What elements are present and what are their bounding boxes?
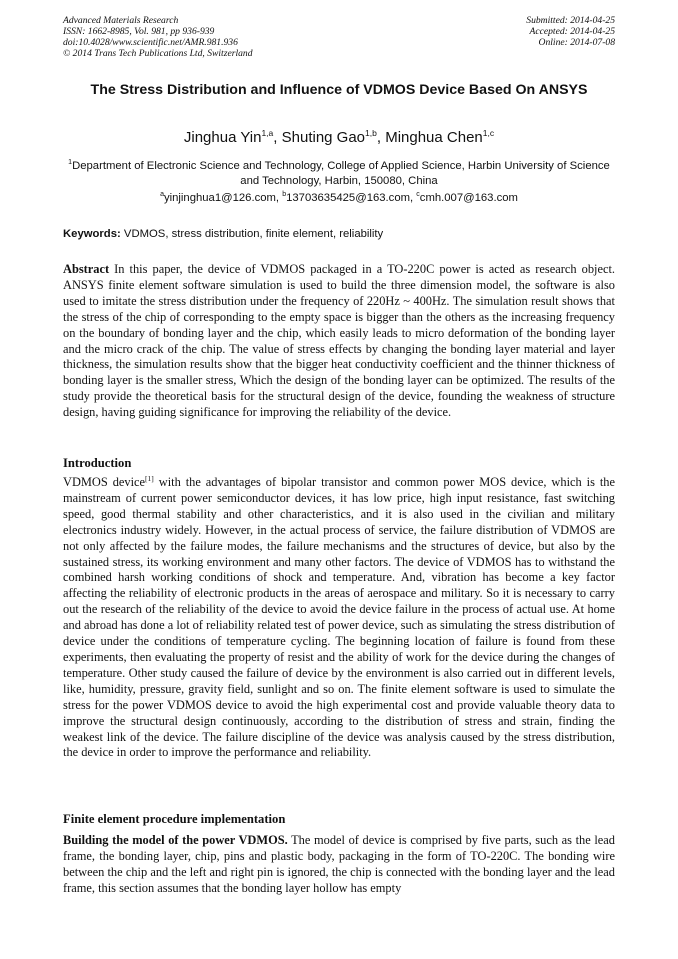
paper-title: The Stress Distribution and Influence of VDMOS Device Based On ANSYS	[90, 82, 588, 98]
model-text: The model of device is comprised by five parts, such as the lead frame, the bonding layer, chip, pins and plastic body, packaging in the form of TO-220C. The bonding wire between the chip and the left and right pin is ignored, the chip is connected with the bonding layer and the lead frame, this section assumes that the bonding layer hollow has empty	[63, 833, 615, 895]
finite-element-heading: Finite element procedure implementation	[63, 812, 286, 826]
email-sup: b	[282, 191, 287, 198]
author-affil-sup: 1,c	[482, 128, 495, 138]
author-name: Jinghua Yin	[183, 129, 262, 146]
email-link[interactable]: yinjinghua1@126.com,	[163, 192, 280, 204]
email-sup: c	[416, 191, 420, 198]
email-link[interactable]: cmh.007@163.com	[419, 192, 518, 204]
author-name: Shuting Gao	[281, 129, 366, 146]
doi-line: doi:10.4028/www.scientific.net/AMR.981.936	[63, 37, 238, 48]
abstract	[63, 262, 615, 421]
model-building-paragraph	[63, 833, 615, 897]
accepted-date: Accepted: 2014-04-25	[529, 26, 615, 37]
journal-header	[63, 15, 253, 59]
intro-lead: VDMOS device	[63, 475, 146, 489]
introduction-body	[63, 475, 615, 761]
model-subheading: Building the model of the power VDMOS.	[63, 833, 288, 847]
affiliation-text: Department of Electronic Science and Technology, College of Applied Science, Harbin University of Science and Technology, Harbin, 150080, China	[72, 160, 610, 187]
author-name: Minghua Chen	[385, 129, 483, 146]
email-link[interactable]: 13703635425@163.com,	[286, 192, 414, 204]
intro-text: with the advantages of bipolar transistor and common power MOS device, which is the mainstream of current power semiconductor devices, it has low price, high input resistance, fast switching speed, good thermal stability and other characteristics, and it is also used in the civilian and military electronics industry widely. However, in the actual process of service, the failure distribution of VDMOS are not only affected by the failure modes, the failure mechanisms and the structures of device, but also by the sustained stress, its working environment and many other factors. The device of VDMOS has to withstand the combined harsh working conditions of shock and temperature. And, vibration has become a key factor affecting the reliability of electronic products in the areas of aerospace and military. So it is necessary to carry out the research of the reliability of the device to avoid the device failure in the process of actual use. At home and abroad has done a lot of reliability related test of power device, such as simulating the stress distribution of device under the conditions of temperature cycling. The beginning location of failure is found from these experiments, then evaluating the property of resist and the ability of work for the device during the changes of temperature. Other study caused the failure of device by the environment is also carried out in different levels, like, humidity, pressure, gravity field, sunlight and so on. The finite element software is used to simulate the stress for the power VDMOS device to avoid the high experimental cost and provide valuable theory data to improve the structural design continuously, according to the distribution of stress and strain, finding the weakest link of the device. The failure discipline of the device was analysis caused by the stress distribution, the device in order to improve the performance and reliability.	[63, 475, 616, 760]
affiliation-sup: 1	[68, 159, 73, 166]
dates-header	[526, 15, 615, 48]
email-list	[0, 191, 678, 204]
keywords	[63, 228, 615, 240]
submitted-date: Submitted: 2014-04-25	[526, 15, 615, 26]
abstract-text: In this paper, the device of VDMOS packaged in a TO-220C power is acted as research object. ANSYS finite element software simulation is used to build the three dimension model, the software is also used to imitate the stress distribution under the frequency of 220Hz ~ 400Hz. The simulation result shows that the stress of the chip of corresponding to the empty space is bigger than the others as the increasing frequency on the boundary of bonding layer and the chip, which easily leads to micro deformation of the bonding layer and the micro crack of the chip. The value of stress effects by changing the bonding layer material and layer thickness, the simulation results show that the bigger heat conductivity coefficient and the thinner thickness of bonding layer is the smaller stress, Which the design of the bonding layer can be optimized. The results of the study provide the theoretical basis for the structural design of the device, founding the weakness of structure design, having guiding significance for improving the reliability of the device.	[63, 262, 615, 420]
author-list: Jinghua Yin$^{1,a}$, Shuting Gao$^{1,b}$, Minghua Chen$^{1,c}$	[183, 128, 495, 146]
citation-ref[interactable]: [1]	[145, 474, 154, 483]
introduction-heading: Introduction	[63, 456, 132, 470]
journal-name: Advanced Materials Research	[63, 15, 179, 26]
abstract-label: Abstract	[63, 262, 110, 276]
affiliation	[63, 155, 615, 189]
keywords-text: VDMOS, stress distribution, finite element, reliability	[123, 228, 384, 240]
email-sup: a	[160, 191, 164, 198]
online-date: Online: 2014-07-08	[538, 37, 615, 48]
keywords-label: Keywords:	[63, 228, 121, 240]
author-affil-sup: 1,a	[261, 128, 274, 138]
author-affil-sup: 1,b	[365, 128, 377, 138]
copyright-line: © 2014 Trans Tech Publications Ltd, Switzerland	[63, 48, 253, 59]
issn-line: ISSN: 1662-8985, Vol. 981, pp 936-939	[63, 26, 215, 37]
